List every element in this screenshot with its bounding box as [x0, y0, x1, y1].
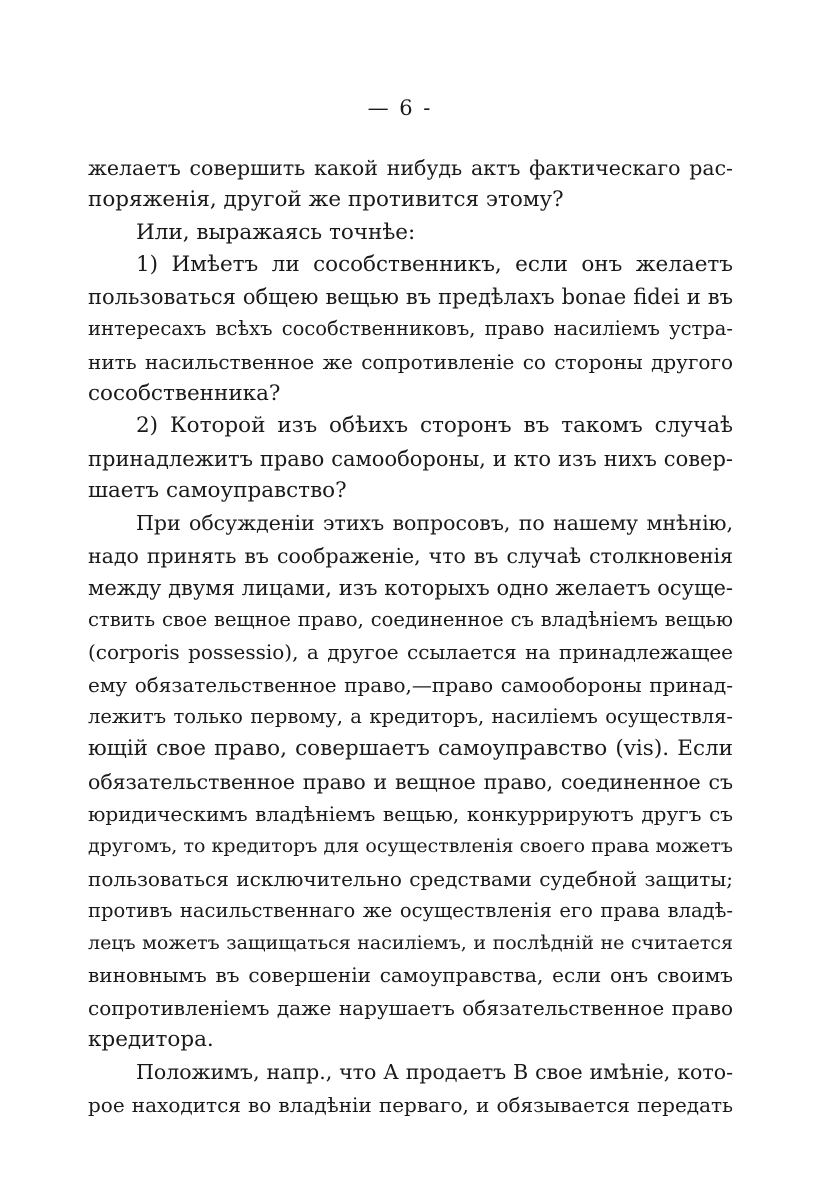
body-text [88, 152, 733, 1121]
text-line: Положимъ, напр., что А продаетъ В свое имѣніе, кото- [136, 1060, 733, 1085]
text-line: ему обязательственное право,—право самообороны принад- [88, 672, 733, 697]
text-line: поряженія, другой же противится этому? [88, 187, 564, 213]
text-line: интересахъ всѣхъ сособственниковъ, право насиліемъ устра- [88, 317, 733, 341]
text-line: шаетъ самоуправство? [88, 477, 347, 503]
text-line: рое находится во владѣніи перваго, и обязывается передать [88, 1092, 733, 1117]
text-line: юридическимъ владѣніемъ вещью, конкуррируютъ другъ съ [88, 801, 733, 826]
text-line: обязательственное право и вещное право, соединенное съ [88, 769, 733, 794]
text-line: противъ насильственнаго же осуществленія его права владѣ- [88, 898, 733, 922]
text-line: сособственника? [88, 381, 281, 407]
text-line: (corporis possessio), а другое ссылается на принадлежащее [88, 640, 733, 665]
text-line: лецъ можетъ защищаться насиліемъ, и послѣдній не считается [88, 932, 733, 955]
text-line: пользоваться исключительно средствами судебной защиты; [88, 866, 733, 891]
text-line: виновнымъ въ совершеніи самоуправства, если онъ своимъ [88, 963, 733, 988]
text-line: ющій свое право, совершаетъ самоуправство (vis). Если [88, 736, 733, 762]
text-line: нить насильственное же сопротивленіе со стороны другого [88, 349, 733, 374]
text-line: При обсужденіи этихъ вопросовъ, по нашему мнѣнію, [136, 511, 733, 536]
text-line: лежитъ только первому, а кредиторъ, насиліемъ осуществля- [88, 705, 733, 729]
text-line: сопротивленіемъ даже нарушаетъ обязательственное право [88, 995, 733, 1020]
text-line: между двумя лицами, изъ которыхъ одно желаетъ осуще- [88, 575, 733, 600]
text-line: другомъ, то кредиторъ для осуществленія своего права можетъ [88, 835, 733, 858]
text-line: кредитора. [88, 1027, 214, 1053]
text-line: ствить свое вещное право, соединенное съ владѣніемъ вещью [88, 608, 733, 632]
text-line: желаетъ совершить какой нибудь актъ фактическаго рас- [88, 156, 733, 180]
text-line: пользоваться общею вещью въ предѣлахъ bonae fidei и въ [88, 285, 733, 310]
text-line: 2) Которой изъ обѣихъ сторонъ въ такомъ случаѣ [136, 413, 733, 439]
text-line: 1) Имѣетъ ли сособственникъ, если онъ желаетъ [136, 251, 733, 277]
page-number: — 6 - [367, 96, 433, 120]
text-line: надо принять въ соображеніе, что въ случаѣ столкновенія [88, 543, 733, 568]
text-line: принадлежитъ право самообороны, и кто изъ нихъ совер- [88, 446, 733, 471]
text-line: Или, выражаясь точнѣе: [136, 219, 416, 245]
